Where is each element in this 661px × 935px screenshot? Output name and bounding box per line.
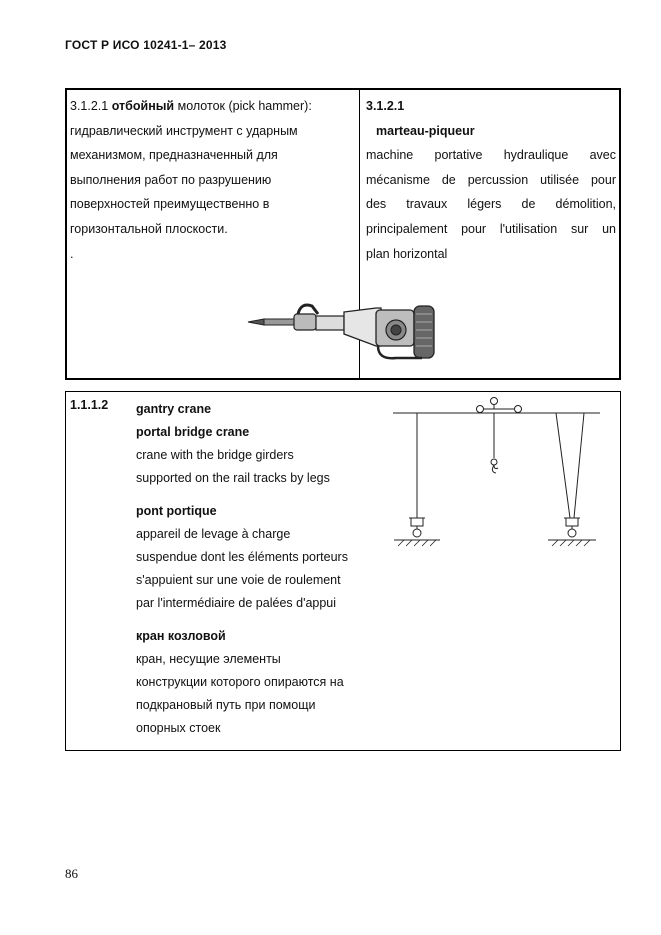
ru-definition xyxy=(70,94,355,266)
document-header: ГОСТ Р ИСО 10241-1– 2013 xyxy=(65,38,227,52)
fr-term: marteau-piqueur xyxy=(376,123,475,138)
ru-line: гидравлический инструмент с ударным xyxy=(70,123,298,138)
entry-number: 1.1.1.2 xyxy=(70,398,109,412)
page-number: 86 xyxy=(65,866,78,881)
fr-line: mécanisme de percussion utilisée pour xyxy=(366,172,616,187)
ru-line: выполнения работ по разрушению xyxy=(70,172,272,187)
ru-first-line xyxy=(70,94,355,119)
fr-line: principalement pour l'utilisation sur un xyxy=(366,221,616,236)
ru-term: кран козловой xyxy=(136,629,226,643)
ru-line: опорных стоек xyxy=(136,721,221,735)
ru-line: конструкции которого опираются на xyxy=(136,675,344,689)
fr-line-last: plan horizontal xyxy=(366,246,448,261)
ru-line: поверхностей преимущественно в xyxy=(70,197,270,212)
en-synonym: portal bridge crane xyxy=(136,425,250,439)
fr-definition xyxy=(366,94,616,266)
gantry-crane-definitions xyxy=(136,398,376,740)
en-line: supported on the rail tracks by legs xyxy=(136,471,330,485)
fr-line: machine portative hydraulique avec xyxy=(366,148,616,163)
fr-line: par l'intermédiaire de palées d'appui xyxy=(136,596,337,610)
ru-line: механизмом, предназначенный для xyxy=(70,148,278,163)
gantry-crane-diagram-icon xyxy=(390,396,605,556)
ru-trailing: . xyxy=(70,246,74,261)
ru-term-rest: молоток (pick hammer): xyxy=(174,99,312,113)
fr-line: des travaux légers de démolition, xyxy=(366,197,616,212)
en-term: gantry crane xyxy=(136,402,212,416)
ru-term: отбойный xyxy=(111,99,175,113)
fr-line: suspendue dont les éléments porteurs xyxy=(136,550,348,564)
fr-term-number: 3.1.2.1 xyxy=(366,99,405,113)
ru-line: кран, несущие элементы xyxy=(136,652,281,666)
ru-line: горизонтальной плоскости. xyxy=(70,221,228,236)
ru-line: подкрановый путь при помощи xyxy=(136,698,316,712)
en-line: crane with the bridge girders xyxy=(136,448,294,462)
ru-term-number: 3.1.2.1 xyxy=(70,99,109,113)
fr-line: appareil de levage à charge xyxy=(136,527,291,541)
fr-term: pont portique xyxy=(136,504,217,518)
pick-hammer-drawing-icon xyxy=(246,300,441,370)
fr-line: s'appuient sur une voie de roulement xyxy=(136,573,341,587)
